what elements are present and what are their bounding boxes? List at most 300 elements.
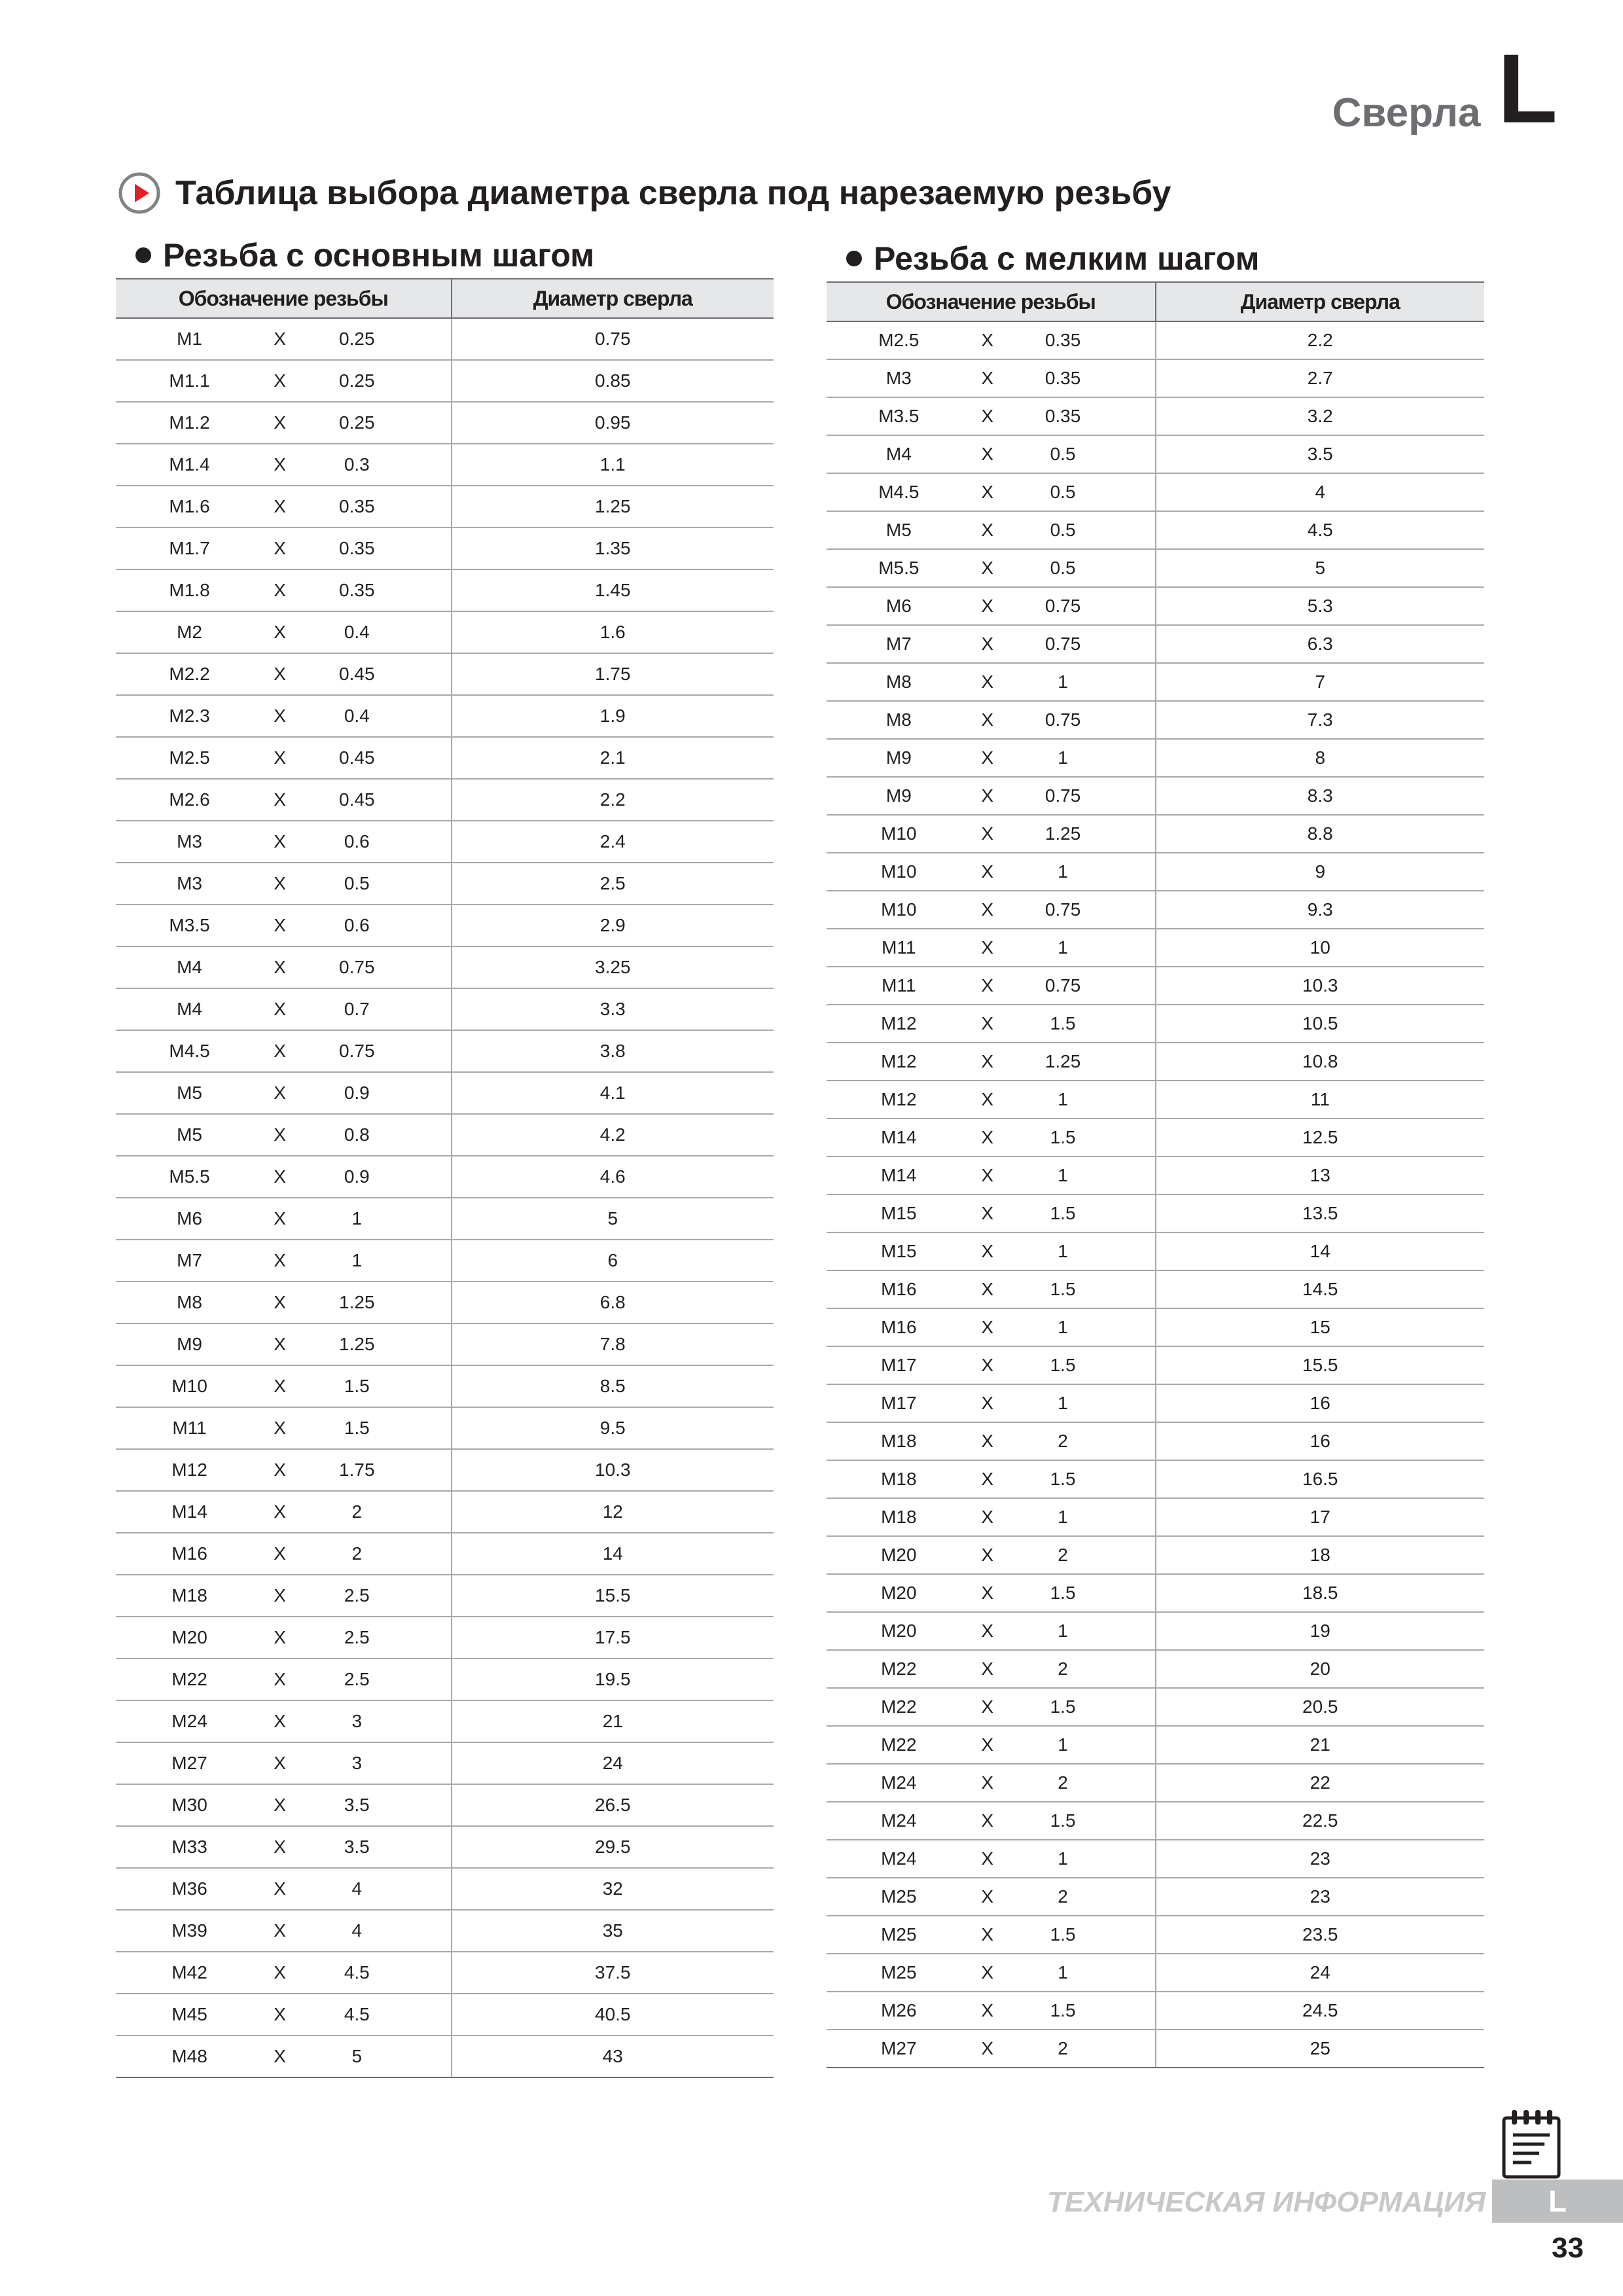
drill-diameter-cell: 1.25 bbox=[452, 486, 774, 528]
thread-size: M14 bbox=[881, 1127, 917, 1147]
thread-size: M24 bbox=[881, 1848, 917, 1869]
thread-pitch: 3.5 bbox=[344, 1795, 370, 1815]
thread-size: M7 bbox=[885, 634, 912, 654]
times-sign: X bbox=[274, 1962, 286, 1982]
thread-designation-cell bbox=[827, 1840, 1156, 1878]
times-sign: X bbox=[981, 1962, 994, 1982]
thread-size: M16 bbox=[881, 1279, 917, 1299]
thread-size: M3.5 bbox=[878, 406, 919, 426]
table-row bbox=[827, 1726, 1484, 1764]
thread-pitch: 0.5 bbox=[1050, 444, 1076, 464]
thread-size: M39 bbox=[171, 1920, 207, 1941]
page-title: Таблица выбора диаметра сверла под нарезаемую резьбу bbox=[175, 174, 1171, 212]
thread-designation-cell bbox=[116, 695, 452, 737]
thread-pitch: 0.4 bbox=[344, 622, 370, 642]
drill-diameter-cell: 10 bbox=[1156, 929, 1485, 967]
thread-pitch: 0.75 bbox=[1044, 975, 1081, 996]
thread-designation-cell bbox=[116, 905, 452, 946]
drill-diameter-cell: 23 bbox=[1156, 1878, 1485, 1916]
thread-size: M15 bbox=[881, 1241, 917, 1261]
thread-pitch: 0.25 bbox=[339, 370, 375, 391]
thread-size: M2.5 bbox=[169, 747, 210, 768]
times-sign: X bbox=[274, 1627, 286, 1647]
drill-diameter-cell: 16 bbox=[1156, 1384, 1485, 1422]
drill-diameter-cell: 5 bbox=[452, 1198, 774, 1240]
drill-diameter-cell: 35 bbox=[452, 1910, 774, 1952]
thread-size: M4 bbox=[177, 999, 202, 1019]
thread-pitch: 0.45 bbox=[339, 664, 375, 684]
table-row bbox=[116, 1407, 774, 1449]
drill-diameter-cell: 0.95 bbox=[452, 402, 774, 444]
thread-pitch: 0.75 bbox=[1044, 709, 1081, 730]
times-sign: X bbox=[274, 496, 286, 516]
drill-diameter-cell: 7.3 bbox=[1156, 701, 1485, 739]
times-sign: X bbox=[981, 1089, 994, 1109]
thread-pitch: 0.9 bbox=[344, 1166, 370, 1187]
drill-diameter-cell: 24 bbox=[1156, 1954, 1485, 1992]
table-row bbox=[116, 946, 774, 988]
table-row bbox=[827, 625, 1484, 663]
thread-pitch: 2 bbox=[1058, 1545, 1068, 1565]
table-row bbox=[827, 2030, 1484, 2068]
thread-size: M16 bbox=[881, 1317, 917, 1337]
drill-diameter-cell: 3.2 bbox=[1156, 397, 1485, 435]
thread-size: M15 bbox=[881, 1203, 917, 1223]
thread-size: M5 bbox=[177, 1083, 202, 1103]
thread-pitch: 2.5 bbox=[344, 1627, 370, 1647]
drill-diameter-cell: 5.3 bbox=[1156, 587, 1485, 625]
thread-designation-cell bbox=[827, 815, 1156, 853]
thread-size: M22 bbox=[881, 1734, 917, 1755]
thread-pitch: 1.75 bbox=[339, 1460, 375, 1480]
thread-designation-cell bbox=[116, 318, 452, 360]
drill-diameter-cell: 4.2 bbox=[452, 1114, 774, 1156]
table-row bbox=[116, 1323, 774, 1365]
section-title: Резьба с мелким шагом bbox=[874, 240, 1260, 277]
table-row bbox=[116, 1784, 774, 1826]
times-sign: X bbox=[981, 1013, 994, 1033]
thread-size: M18 bbox=[881, 1431, 917, 1451]
times-sign: X bbox=[981, 975, 994, 996]
drill-diameter-cell: 9.5 bbox=[452, 1407, 774, 1449]
times-sign: X bbox=[981, 672, 994, 692]
times-sign: X bbox=[981, 520, 994, 540]
thread-designation-cell bbox=[116, 1575, 452, 1617]
thread-pitch: 0.45 bbox=[339, 747, 375, 768]
thread-pitch: 3.5 bbox=[344, 1837, 370, 1857]
drill-diameter-cell: 40.5 bbox=[452, 1994, 774, 2036]
table-row bbox=[116, 611, 774, 653]
thread-pitch: 1.5 bbox=[344, 1376, 370, 1396]
table-row bbox=[116, 1575, 774, 1617]
drill-diameter-cell: 2.2 bbox=[452, 779, 774, 821]
thread-size: M12 bbox=[881, 1089, 917, 1109]
thread-pitch: 0.9 bbox=[344, 1083, 370, 1103]
thread-designation-cell bbox=[827, 397, 1156, 435]
thread-size: M5 bbox=[885, 520, 912, 540]
thread-pitch: 0.75 bbox=[1044, 596, 1081, 616]
table-row bbox=[827, 815, 1484, 853]
thread-size: M18 bbox=[171, 1585, 207, 1605]
thread-pitch: 1.25 bbox=[339, 1292, 375, 1312]
table-row bbox=[116, 1617, 774, 1659]
thread-size: M9 bbox=[885, 785, 912, 806]
table-row bbox=[827, 853, 1484, 891]
times-sign: X bbox=[274, 1753, 286, 1773]
thread-size: M26 bbox=[881, 2000, 917, 2020]
thread-pitch: 4.5 bbox=[344, 2004, 370, 2024]
times-sign: X bbox=[274, 622, 286, 642]
drill-diameter-cell: 13.5 bbox=[1156, 1194, 1485, 1232]
table-row bbox=[827, 1119, 1484, 1157]
table-row bbox=[116, 444, 774, 486]
thread-designation-cell bbox=[116, 1491, 452, 1533]
table-row bbox=[116, 402, 774, 444]
thread-pitch: 0.35 bbox=[1044, 406, 1081, 426]
table-row bbox=[827, 473, 1484, 511]
table-row bbox=[116, 318, 774, 360]
drill-diameter-cell: 4.1 bbox=[452, 1072, 774, 1114]
thread-pitch: 1 bbox=[1058, 937, 1068, 958]
times-sign: X bbox=[274, 664, 286, 684]
thread-pitch: 1 bbox=[1058, 1317, 1068, 1337]
thread-pitch: 1 bbox=[1058, 747, 1068, 768]
thread-designation-cell bbox=[116, 1114, 452, 1156]
drill-diameter-cell: 1.75 bbox=[452, 653, 774, 695]
times-sign: X bbox=[981, 899, 994, 920]
times-sign: X bbox=[981, 1051, 994, 1071]
table-row bbox=[827, 1650, 1484, 1688]
thread-designation-cell bbox=[827, 359, 1156, 397]
table-row bbox=[116, 779, 774, 821]
thread-designation-cell bbox=[827, 321, 1156, 359]
thread-designation-cell bbox=[116, 1407, 452, 1449]
drill-diameter-cell: 3.5 bbox=[1156, 435, 1485, 473]
thread-pitch: 1.5 bbox=[1050, 2000, 1076, 2020]
table-row bbox=[116, 1449, 774, 1491]
table-row bbox=[116, 1994, 774, 2036]
thread-designation-cell bbox=[827, 473, 1156, 511]
thread-designation-cell bbox=[116, 360, 452, 402]
thread-pitch: 1 bbox=[1058, 861, 1068, 882]
times-sign: X bbox=[274, 915, 286, 935]
thread-pitch: 3 bbox=[351, 1711, 363, 1731]
thread-designation-cell bbox=[116, 1784, 452, 1826]
thread-pitch: 2 bbox=[1058, 1659, 1068, 1679]
drill-diameter-cell: 4.5 bbox=[1156, 511, 1485, 549]
drill-diameter-cell: 7 bbox=[1156, 663, 1485, 701]
thread-size: M9 bbox=[177, 1334, 202, 1354]
thread-designation-cell bbox=[827, 701, 1156, 739]
section-heading bbox=[135, 232, 774, 278]
thread-designation-cell bbox=[827, 1460, 1156, 1498]
times-sign: X bbox=[981, 1621, 994, 1641]
thread-designation-cell bbox=[827, 1612, 1156, 1650]
thread-designation-cell bbox=[116, 1700, 452, 1742]
thread-pitch: 1.25 bbox=[1044, 823, 1081, 844]
thread-size: M22 bbox=[881, 1659, 917, 1679]
thread-designation-cell bbox=[116, 1030, 452, 1072]
thread-size: M27 bbox=[171, 1753, 207, 1773]
thread-size: M11 bbox=[882, 975, 916, 996]
thread-designation-cell bbox=[116, 528, 452, 569]
thread-designation-cell bbox=[827, 1878, 1156, 1916]
table-row bbox=[827, 1840, 1484, 1878]
thread-size: M9 bbox=[885, 747, 912, 768]
thread-designation-cell bbox=[116, 737, 452, 779]
drill-diameter-cell: 4.6 bbox=[452, 1156, 774, 1198]
thread-size: M4.5 bbox=[169, 1041, 210, 1061]
thread-pitch: 2 bbox=[1058, 1772, 1068, 1793]
table-row bbox=[827, 1081, 1484, 1119]
drill-diameter-cell: 21 bbox=[452, 1700, 774, 1742]
thread-size: M11 bbox=[172, 1418, 207, 1438]
thread-size: M14 bbox=[171, 1501, 207, 1522]
table-row bbox=[827, 1878, 1484, 1916]
times-sign: X bbox=[274, 1543, 286, 1564]
drill-diameter-cell: 4 bbox=[1156, 473, 1485, 511]
table-row bbox=[116, 1072, 774, 1114]
thread-designation-cell bbox=[116, 1323, 452, 1365]
thread-designation-cell bbox=[827, 1726, 1156, 1764]
times-sign: X bbox=[981, 368, 994, 388]
thread-designation-cell bbox=[827, 1005, 1156, 1043]
thread-designation-cell bbox=[116, 1910, 452, 1952]
drill-diameter-cell: 1.45 bbox=[452, 569, 774, 611]
thread-designation-cell bbox=[827, 1802, 1156, 1840]
thread-pitch: 0.35 bbox=[1044, 368, 1081, 388]
thread-pitch: 0.75 bbox=[1044, 785, 1081, 806]
drill-diameter-cell: 23 bbox=[1156, 1840, 1485, 1878]
thread-designation-cell bbox=[827, 1916, 1156, 1954]
table-body bbox=[827, 321, 1484, 2068]
thread-pitch: 0.35 bbox=[339, 580, 375, 600]
drill-diameter-cell: 23.5 bbox=[1156, 1916, 1485, 1954]
thread-size: M3 bbox=[177, 831, 202, 852]
thread-pitch: 0.75 bbox=[1044, 634, 1081, 654]
thread-size: M2.6 bbox=[169, 789, 210, 810]
times-sign: X bbox=[274, 1920, 286, 1941]
drill-diameter-cell: 3.3 bbox=[452, 988, 774, 1030]
drill-diameter-cell: 8.5 bbox=[452, 1365, 774, 1407]
times-sign: X bbox=[981, 1127, 994, 1147]
thread-size: M33 bbox=[171, 1837, 207, 1857]
table-row bbox=[827, 1422, 1484, 1460]
thread-pitch: 0.5 bbox=[1050, 558, 1076, 578]
footer-caption: ТЕХНИЧЕСКАЯ ИНФОРМАЦИЯ bbox=[1047, 2186, 1486, 2218]
thread-designation-cell bbox=[827, 891, 1156, 929]
times-sign: X bbox=[981, 861, 994, 882]
table-row bbox=[827, 321, 1484, 359]
page-header bbox=[1332, 33, 1558, 143]
thread-pitch: 1 bbox=[1058, 1165, 1068, 1185]
section-tab[interactable]: L bbox=[1492, 2179, 1623, 2223]
thread-pitch: 1 bbox=[351, 1250, 363, 1270]
thread-designation-cell bbox=[116, 988, 452, 1030]
table-row bbox=[116, 1826, 774, 1868]
drill-diameter-cell: 8.8 bbox=[1156, 815, 1485, 853]
fine-thread-section bbox=[827, 236, 1484, 2068]
thread-pitch: 1 bbox=[1058, 1393, 1068, 1413]
thread-pitch: 1.5 bbox=[1050, 1127, 1076, 1147]
thread-pitch: 2 bbox=[1058, 1886, 1068, 1907]
thread-size: M3 bbox=[885, 368, 912, 388]
times-sign: X bbox=[274, 1041, 286, 1061]
thread-pitch: 0.35 bbox=[1044, 330, 1081, 350]
thread-size: M10 bbox=[881, 823, 917, 844]
thread-size: M45 bbox=[171, 2004, 207, 2024]
times-sign: X bbox=[274, 538, 286, 558]
table-row bbox=[116, 486, 774, 528]
table-row bbox=[116, 2036, 774, 2077]
thread-designation-cell bbox=[827, 739, 1156, 777]
drill-diameter-cell: 1.35 bbox=[452, 528, 774, 569]
times-sign: X bbox=[981, 1734, 994, 1755]
drill-diameter-cell: 17 bbox=[1156, 1498, 1485, 1536]
section-title: Резьба с основным шагом bbox=[163, 237, 595, 274]
times-sign: X bbox=[981, 406, 994, 426]
times-sign: X bbox=[981, 2000, 994, 2020]
thread-pitch: 0.75 bbox=[1044, 899, 1081, 920]
table-row bbox=[116, 1868, 774, 1910]
thread-size: M1.1 bbox=[169, 370, 210, 391]
drill-diameter-cell: 6 bbox=[452, 1240, 774, 1282]
times-sign: X bbox=[981, 1924, 994, 1945]
thread-size: M4.5 bbox=[878, 482, 919, 502]
thread-pitch: 1 bbox=[1058, 1962, 1068, 1982]
times-sign: X bbox=[274, 873, 286, 893]
thread-size: M17 bbox=[881, 1355, 917, 1375]
thread-designation-cell bbox=[116, 821, 452, 863]
thread-designation-cell bbox=[827, 1422, 1156, 1460]
thread-size: M1.6 bbox=[169, 496, 210, 516]
table-row bbox=[827, 1005, 1484, 1043]
times-sign: X bbox=[274, 1124, 286, 1145]
table-row bbox=[116, 569, 774, 611]
thread-designation-cell bbox=[827, 1081, 1156, 1119]
thread-designation-cell bbox=[116, 946, 452, 988]
drill-diameter-cell: 2.2 bbox=[1156, 321, 1485, 359]
drill-diameter-cell: 16.5 bbox=[1156, 1460, 1485, 1498]
times-sign: X bbox=[274, 999, 286, 1019]
times-sign: X bbox=[981, 1317, 994, 1337]
thread-size: M6 bbox=[885, 596, 912, 616]
thread-pitch: 0.5 bbox=[1050, 482, 1076, 502]
drill-diameter-cell: 20.5 bbox=[1156, 1688, 1485, 1726]
thread-designation-cell bbox=[116, 1617, 452, 1659]
thread-designation-cell bbox=[116, 1952, 452, 1994]
times-sign: X bbox=[274, 1208, 286, 1229]
table-header-row bbox=[827, 282, 1484, 321]
thread-designation-cell bbox=[827, 853, 1156, 891]
thread-size: M24 bbox=[881, 1810, 917, 1831]
table-row bbox=[827, 1043, 1484, 1081]
thread-designation-cell bbox=[116, 486, 452, 528]
thread-pitch: 1 bbox=[1058, 1089, 1068, 1109]
thread-size: M20 bbox=[171, 1627, 207, 1647]
table-row bbox=[827, 663, 1484, 701]
thread-pitch: 2 bbox=[351, 1501, 363, 1522]
thread-designation-cell bbox=[827, 777, 1156, 815]
drill-diameter-cell: 12 bbox=[452, 1491, 774, 1533]
page-number: 33 bbox=[1552, 2232, 1584, 2264]
times-sign: X bbox=[274, 1501, 286, 1522]
drill-diameter-cell: 6.8 bbox=[452, 1282, 774, 1323]
drill-diameter-cell: 13 bbox=[1156, 1157, 1485, 1194]
drill-diameter-cell: 19 bbox=[1156, 1612, 1485, 1650]
times-sign: X bbox=[274, 370, 286, 391]
thread-pitch: 4.5 bbox=[344, 1962, 370, 1982]
thread-pitch: 1 bbox=[1058, 672, 1068, 692]
times-sign: X bbox=[981, 1810, 994, 1831]
times-sign: X bbox=[274, 1376, 286, 1396]
thread-designation-cell bbox=[827, 967, 1156, 1005]
table-row bbox=[116, 1198, 774, 1240]
drill-diameter-cell: 24.5 bbox=[1156, 1992, 1485, 2030]
table-row bbox=[116, 737, 774, 779]
drill-diameter-cell: 3.25 bbox=[452, 946, 774, 988]
thread-size: M24 bbox=[171, 1711, 207, 1731]
thread-pitch: 1 bbox=[1058, 1621, 1068, 1641]
thread-designation-cell bbox=[116, 2036, 452, 2077]
bullet-icon bbox=[135, 247, 151, 263]
times-sign: X bbox=[981, 785, 994, 806]
thread-size: M1.2 bbox=[169, 412, 210, 433]
thread-size: M8 bbox=[885, 709, 912, 730]
thread-size: M18 bbox=[881, 1507, 917, 1527]
thread-pitch: 1 bbox=[1058, 1507, 1068, 1527]
thread-designation-cell bbox=[116, 1365, 452, 1407]
thread-pitch: 0.25 bbox=[339, 412, 375, 433]
times-sign: X bbox=[274, 1083, 286, 1103]
thread-pitch: 0.6 bbox=[344, 915, 370, 935]
table-row bbox=[116, 1533, 774, 1575]
thread-pitch: 2.5 bbox=[344, 1669, 370, 1689]
thread-pitch: 1 bbox=[1058, 1734, 1068, 1755]
thread-designation-cell bbox=[116, 863, 452, 905]
drill-diameter-cell: 29.5 bbox=[452, 1826, 774, 1868]
main-title-row bbox=[118, 171, 1171, 215]
drill-diameter-cell: 2.7 bbox=[1156, 359, 1485, 397]
thread-designation-cell bbox=[116, 1868, 452, 1910]
drill-diameter-cell: 12.5 bbox=[1156, 1119, 1485, 1157]
times-sign: X bbox=[274, 1585, 286, 1605]
thread-designation-cell bbox=[827, 1498, 1156, 1536]
thread-pitch: 1 bbox=[351, 1208, 363, 1229]
thread-pitch: 0.75 bbox=[339, 957, 375, 977]
drill-diameter-cell: 14 bbox=[1156, 1232, 1485, 1270]
table-row bbox=[827, 1498, 1484, 1536]
thread-designation-cell bbox=[827, 663, 1156, 701]
times-sign: X bbox=[981, 1279, 994, 1299]
thread-pitch: 0.4 bbox=[344, 706, 370, 726]
times-sign: X bbox=[274, 1166, 286, 1187]
thread-size: M5.5 bbox=[169, 1166, 210, 1187]
times-sign: X bbox=[274, 1250, 286, 1270]
table-row bbox=[116, 1910, 774, 1952]
thread-designation-cell bbox=[827, 1119, 1156, 1157]
thread-pitch: 3 bbox=[351, 1753, 363, 1773]
thread-pitch: 1.5 bbox=[1050, 1013, 1076, 1033]
thread-pitch: 1.5 bbox=[1050, 1924, 1076, 1945]
thread-pitch: 4 bbox=[351, 1920, 363, 1941]
thread-designation-cell bbox=[827, 1536, 1156, 1574]
table-row bbox=[827, 1308, 1484, 1346]
table-row bbox=[827, 1232, 1484, 1270]
section-heading bbox=[846, 236, 1484, 281]
table-row bbox=[827, 1536, 1484, 1574]
thread-pitch: 1.5 bbox=[1050, 1355, 1076, 1375]
